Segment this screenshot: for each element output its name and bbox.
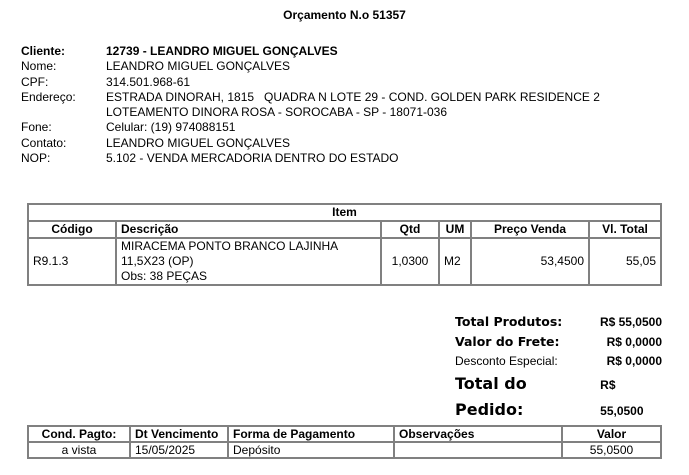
desconto-label: Desconto Especial: xyxy=(455,354,558,368)
valor-frete-row xyxy=(455,332,662,352)
col-qtd: Qtd xyxy=(381,221,439,238)
cell-qtd: 1,0300 xyxy=(381,238,439,285)
payment-header-row xyxy=(28,426,661,442)
descricao-obs: Obs: 38 PEÇAS xyxy=(121,269,208,283)
items-group-title: Item xyxy=(28,204,661,221)
col-descricao: Descrição xyxy=(116,221,381,238)
client-row-endereco xyxy=(21,90,600,105)
cell-preco-venda: 53,4500 xyxy=(471,238,589,285)
label-contato: Contato: xyxy=(21,135,67,150)
client-row-cliente xyxy=(21,44,600,59)
label-cliente: Cliente: xyxy=(21,44,66,58)
value-nome: LEANDRO MIGUEL GONÇALVES xyxy=(106,59,291,74)
col-valor: Valor xyxy=(562,426,661,442)
client-row-fone xyxy=(21,120,600,135)
label-endereco: Endereço: xyxy=(21,89,76,104)
value-endereco-line1: ESTRADA DINORAH, 1815 QUADRA N LOTE 29 - COND. GOLDEN PARK RESIDENCE 2 xyxy=(106,89,600,104)
client-row-contato xyxy=(21,136,600,151)
table-row xyxy=(28,238,661,285)
cell-forma: Depósito xyxy=(228,442,394,458)
label-fone: Fone: xyxy=(21,120,52,135)
col-preco-venda: Preço Venda xyxy=(471,221,589,238)
value-cliente: 12739 - LEANDRO MIGUEL GONÇALVES xyxy=(106,44,338,58)
col-cond-pagto: Cond. Pagto: xyxy=(28,426,130,442)
payment-table xyxy=(27,425,662,459)
col-codigo: Código xyxy=(28,221,116,238)
value-contato: LEANDRO MIGUEL GONÇALVES xyxy=(106,135,291,150)
label-nome: Nome: xyxy=(21,59,57,74)
descricao-line1: MIRACEMA PONTO BRANCO LAJINHA xyxy=(121,239,339,253)
items-table xyxy=(27,203,662,286)
cell-descricao xyxy=(116,238,381,285)
valor-frete-value: R$ 0,0000 xyxy=(606,335,662,349)
label-nop: NOP: xyxy=(21,151,51,166)
total-produtos-row xyxy=(455,312,662,332)
total-pedido-label: Total do Pedido: xyxy=(455,374,527,419)
client-row-cpf xyxy=(21,75,600,90)
client-row-nop xyxy=(21,151,600,166)
client-row-nome xyxy=(21,59,600,74)
valor-frete-label: Valor do Frete: xyxy=(455,334,560,349)
col-dt-vencimento: Dt Vencimento xyxy=(130,426,228,442)
descricao-line2: 11,5X23 (OP) xyxy=(121,254,194,268)
col-vl-total: Vl. Total xyxy=(589,221,661,238)
client-info xyxy=(21,44,600,166)
cell-codigo: R9.1.3 xyxy=(28,238,116,285)
client-row-endereco-2 xyxy=(21,105,600,120)
total-produtos-label: Total Produtos: xyxy=(455,314,563,329)
value-endereco-line2: LOTEAMENTO DINORA ROSA - SOROCABA - SP - 18071-036 xyxy=(106,105,448,120)
col-observacoes: Observações xyxy=(394,426,562,442)
items-header-row xyxy=(28,221,661,238)
cell-vl-total: 55,05 xyxy=(589,238,661,285)
total-pedido-row xyxy=(455,371,662,419)
col-forma-pagamento: Forma de Pagamento xyxy=(228,426,394,442)
cell-cond: a vista xyxy=(28,442,130,458)
cell-um: M2 xyxy=(439,238,471,285)
items-group-header xyxy=(28,204,661,221)
cell-vencimento: 15/05/2025 xyxy=(130,442,228,458)
desconto-value: R$ 0,0000 xyxy=(606,354,662,368)
col-um: UM xyxy=(439,221,471,238)
value-nop: 5.102 - VENDA MERCADORIA DENTRO DO ESTADO xyxy=(106,151,399,166)
label-cpf: CPF: xyxy=(21,74,49,89)
total-pedido-value: R$ 55,0500 xyxy=(600,378,644,418)
totals-block xyxy=(455,312,662,419)
value-fone: Celular: (19) 974088151 xyxy=(106,120,236,135)
value-cpf: 314.501.968-61 xyxy=(106,74,191,89)
total-produtos-value: R$ 55,0500 xyxy=(599,315,662,329)
label-empty xyxy=(21,105,106,120)
document-title: Orçamento N.o 51357 xyxy=(283,8,406,22)
desconto-row xyxy=(455,352,662,371)
cell-valor: 55,0500 xyxy=(562,442,661,458)
table-row xyxy=(28,442,661,458)
cell-obs xyxy=(394,442,562,458)
